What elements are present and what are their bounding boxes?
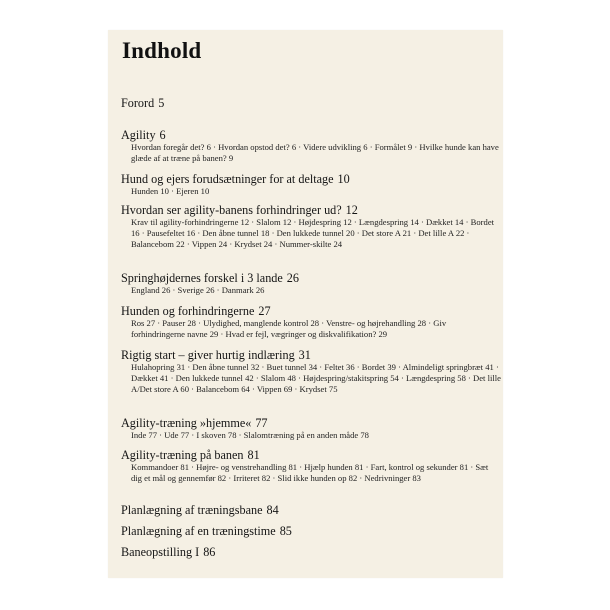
toc-entry xyxy=(121,545,501,559)
toc-entry xyxy=(121,271,501,296)
chapter-page: 12 xyxy=(345,203,358,217)
toc-entry xyxy=(121,96,501,110)
toc-entry xyxy=(121,203,501,251)
toc-entry xyxy=(121,503,501,517)
chapter-title: Hunden og forhindringerne xyxy=(121,304,255,318)
chapter-title: Hvordan ser agility-banens forhindringer ud? xyxy=(121,203,342,217)
page-title: Indhold xyxy=(122,38,202,63)
section-list: England 26 · Sverige 26 · Danmark 26 xyxy=(131,285,265,295)
chapter-title: Planlægning af en træningstime xyxy=(121,524,276,538)
chapter-page: 84 xyxy=(266,503,279,517)
section-list: Hvordan foregår det? 6 · Hvordan opstod det? 6 · Videre udvikling 6 · Formålet 9 · Hvilke hunde kan have glæde af at træne på banen? 9 xyxy=(131,142,499,164)
section-list: Ros 27 · Pauser 28 · Ulydighed, manglende kontrol 28 · Venstre- og højrehandling 28 · Giv forhindringerne navne 29 · Hvad er fejl, vægringer og diskvalifikation? 29 xyxy=(131,318,447,340)
chapter-page: 77 xyxy=(255,416,268,430)
chapter-title: Hund og ejers forudsætninger for at deltage xyxy=(121,172,334,186)
chapter-title: Agility-træning på banen xyxy=(121,448,244,462)
chapter-title: Baneopstilling I xyxy=(121,545,200,559)
chapter-title: Planlægning af træningsbane xyxy=(121,503,263,517)
chapter-title: Agility xyxy=(121,128,156,142)
chapter-title: Forord xyxy=(121,96,155,110)
chapter-page: 27 xyxy=(258,304,271,318)
chapter-page: 6 xyxy=(159,128,166,142)
section-list: Kommandoer 81 · Højre- og venstrehandling 81 · Hjælp hunden 81 · Fart, kontrol og sekunder 81 · Sæt dig et mål og gennemfør 82 · Irriteret 82 · Slid ikke hunden op 82 · Nedrivninger 83 xyxy=(131,462,489,484)
chapter-page: 85 xyxy=(279,524,292,538)
toc-entry xyxy=(121,128,501,164)
toc-entry xyxy=(121,172,501,197)
chapter-title: Rigtig start – giver hurtig indlæring xyxy=(121,348,295,362)
toc-entry xyxy=(121,304,501,340)
chapter-title: Springhøjdernes forskel i 3 lande xyxy=(121,271,283,285)
section-list: Hunden 10 · Ejeren 10 xyxy=(131,186,210,196)
toc-entry xyxy=(121,524,501,538)
section-list: Inde 77 · Ude 77 · I skoven 78 · Slalomtræning på en anden måde 78 xyxy=(131,430,369,440)
chapter-page: 86 xyxy=(203,545,216,559)
chapter-page: 10 xyxy=(337,172,350,186)
chapter-title: Agility-træning »hjemme« xyxy=(121,416,252,430)
toc-entry xyxy=(121,348,501,396)
section-list: Hulahopring 31 · Den åbne tunnel 32 · Buet tunnel 34 · Feltet 36 · Bordet 39 · Almindeligt springbræt 41 · Dækket 41 · Den lukkede tunnel 42 · Slalom 48 · Højdespring/stakitspring 54 · Længdespring 58 · Det lille A/Det store A 60 · Balancebom 64 · Vippen 69 · Krydset 75 xyxy=(131,362,501,395)
chapter-page: 81 xyxy=(247,448,260,462)
toc-entry xyxy=(121,448,501,484)
section-list: Krav til agility-forhindringerne 12 · Slalom 12 · Højdespring 12 · Længdespring 14 · Dækket 14 · Bordet 16 · Pausefeltet 16 · Den åbne tunnel 18 · Den lukkede tunnel 20 · Det store A 21 · Det lille A 22 · Balancebom 22 · Vippen 24 · Krydset 24 · Nummer-skilte 24 xyxy=(131,217,495,250)
chapter-page: 5 xyxy=(158,96,165,110)
chapter-page: 26 xyxy=(286,271,299,285)
toc-entry xyxy=(121,416,501,441)
chapter-page: 31 xyxy=(298,348,311,362)
